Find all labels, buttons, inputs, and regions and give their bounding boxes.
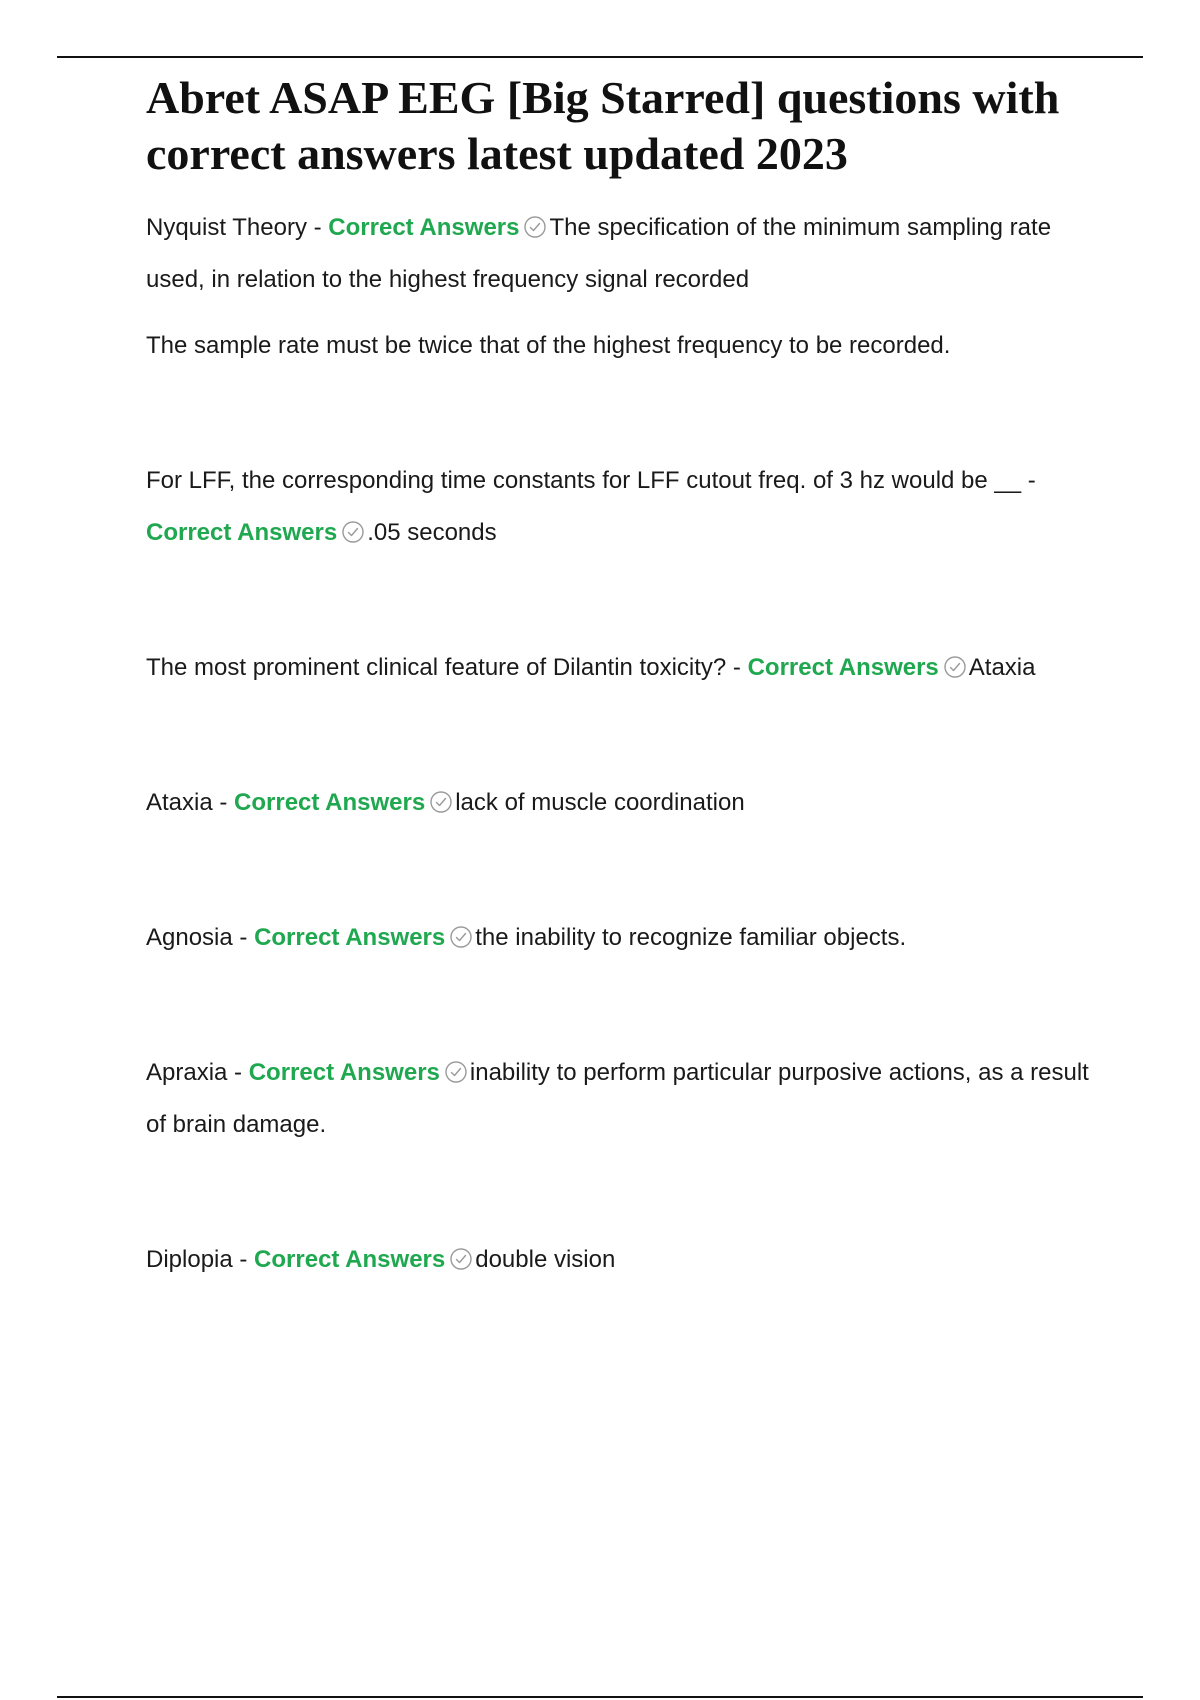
answer-text: lack of muscle coordination bbox=[455, 789, 745, 816]
qa-item bbox=[146, 1234, 1096, 1286]
question-term: Nyquist Theory bbox=[146, 214, 307, 241]
correct-answers-label: Correct Answers bbox=[146, 519, 338, 546]
answer-text: the inability to recognize familiar objects. bbox=[475, 924, 907, 951]
separator: - bbox=[1021, 467, 1036, 494]
qa-item bbox=[146, 455, 1096, 559]
check-circle-icon bbox=[523, 215, 547, 239]
document-title: Abret ASAP EEG [Big Starred] questions with correct answers latest updated 2023 bbox=[146, 72, 1060, 179]
correct-answers-label: Correct Answers bbox=[328, 214, 520, 241]
correct-answers-label: Correct Answers bbox=[234, 789, 426, 816]
qa-item bbox=[146, 777, 1096, 829]
correct-answers-label: Correct Answers bbox=[248, 1059, 440, 1086]
answer-text: .05 seconds bbox=[367, 519, 497, 546]
qa-item bbox=[146, 202, 1096, 306]
separator: - bbox=[212, 789, 235, 816]
check-circle-icon bbox=[449, 925, 473, 949]
question-term: For LFF, the corresponding time constants for LFF cutout freq. of 3 hz would be __ bbox=[146, 467, 1022, 494]
answer-extra-text: The sample rate must be twice that of the highest frequency to be recorded. bbox=[146, 332, 951, 359]
qa-item bbox=[146, 642, 1096, 694]
bottom-divider bbox=[57, 1696, 1143, 1698]
correct-answers-label: Correct Answers bbox=[254, 924, 446, 951]
qa-item bbox=[146, 912, 1096, 964]
qa-item bbox=[146, 1047, 1096, 1151]
correct-answers-label: Correct Answers bbox=[747, 654, 939, 681]
question-term: The most prominent clinical feature of Dilantin toxicity? bbox=[146, 654, 727, 681]
check-circle-icon bbox=[429, 790, 453, 814]
separator: - bbox=[227, 1059, 249, 1086]
answer-text: The specification of the minimum sampling rate used, in relation to the highest frequency signal recorded bbox=[146, 214, 1052, 293]
check-circle-icon bbox=[444, 1060, 468, 1084]
separator: - bbox=[306, 214, 329, 241]
top-divider bbox=[57, 56, 1143, 58]
correct-answers-label: Correct Answers bbox=[254, 1246, 446, 1273]
separator: - bbox=[232, 924, 255, 951]
question-term: Ataxia bbox=[146, 789, 213, 816]
question-term: Agnosia bbox=[146, 924, 233, 951]
document-body bbox=[146, 70, 1096, 1286]
separator: - bbox=[232, 1246, 255, 1273]
answer-text: Ataxia bbox=[968, 654, 1036, 681]
question-term: Diplopia bbox=[146, 1246, 233, 1273]
separator: - bbox=[726, 654, 748, 681]
check-circle-icon bbox=[943, 655, 967, 679]
answer-text: inability to perform particular purposive actions, as a result of brain damage. bbox=[146, 1059, 1089, 1138]
question-term: Apraxia bbox=[146, 1059, 228, 1086]
check-circle-icon bbox=[449, 1247, 473, 1271]
check-circle-icon bbox=[341, 520, 365, 544]
answer-text: double vision bbox=[475, 1246, 616, 1273]
